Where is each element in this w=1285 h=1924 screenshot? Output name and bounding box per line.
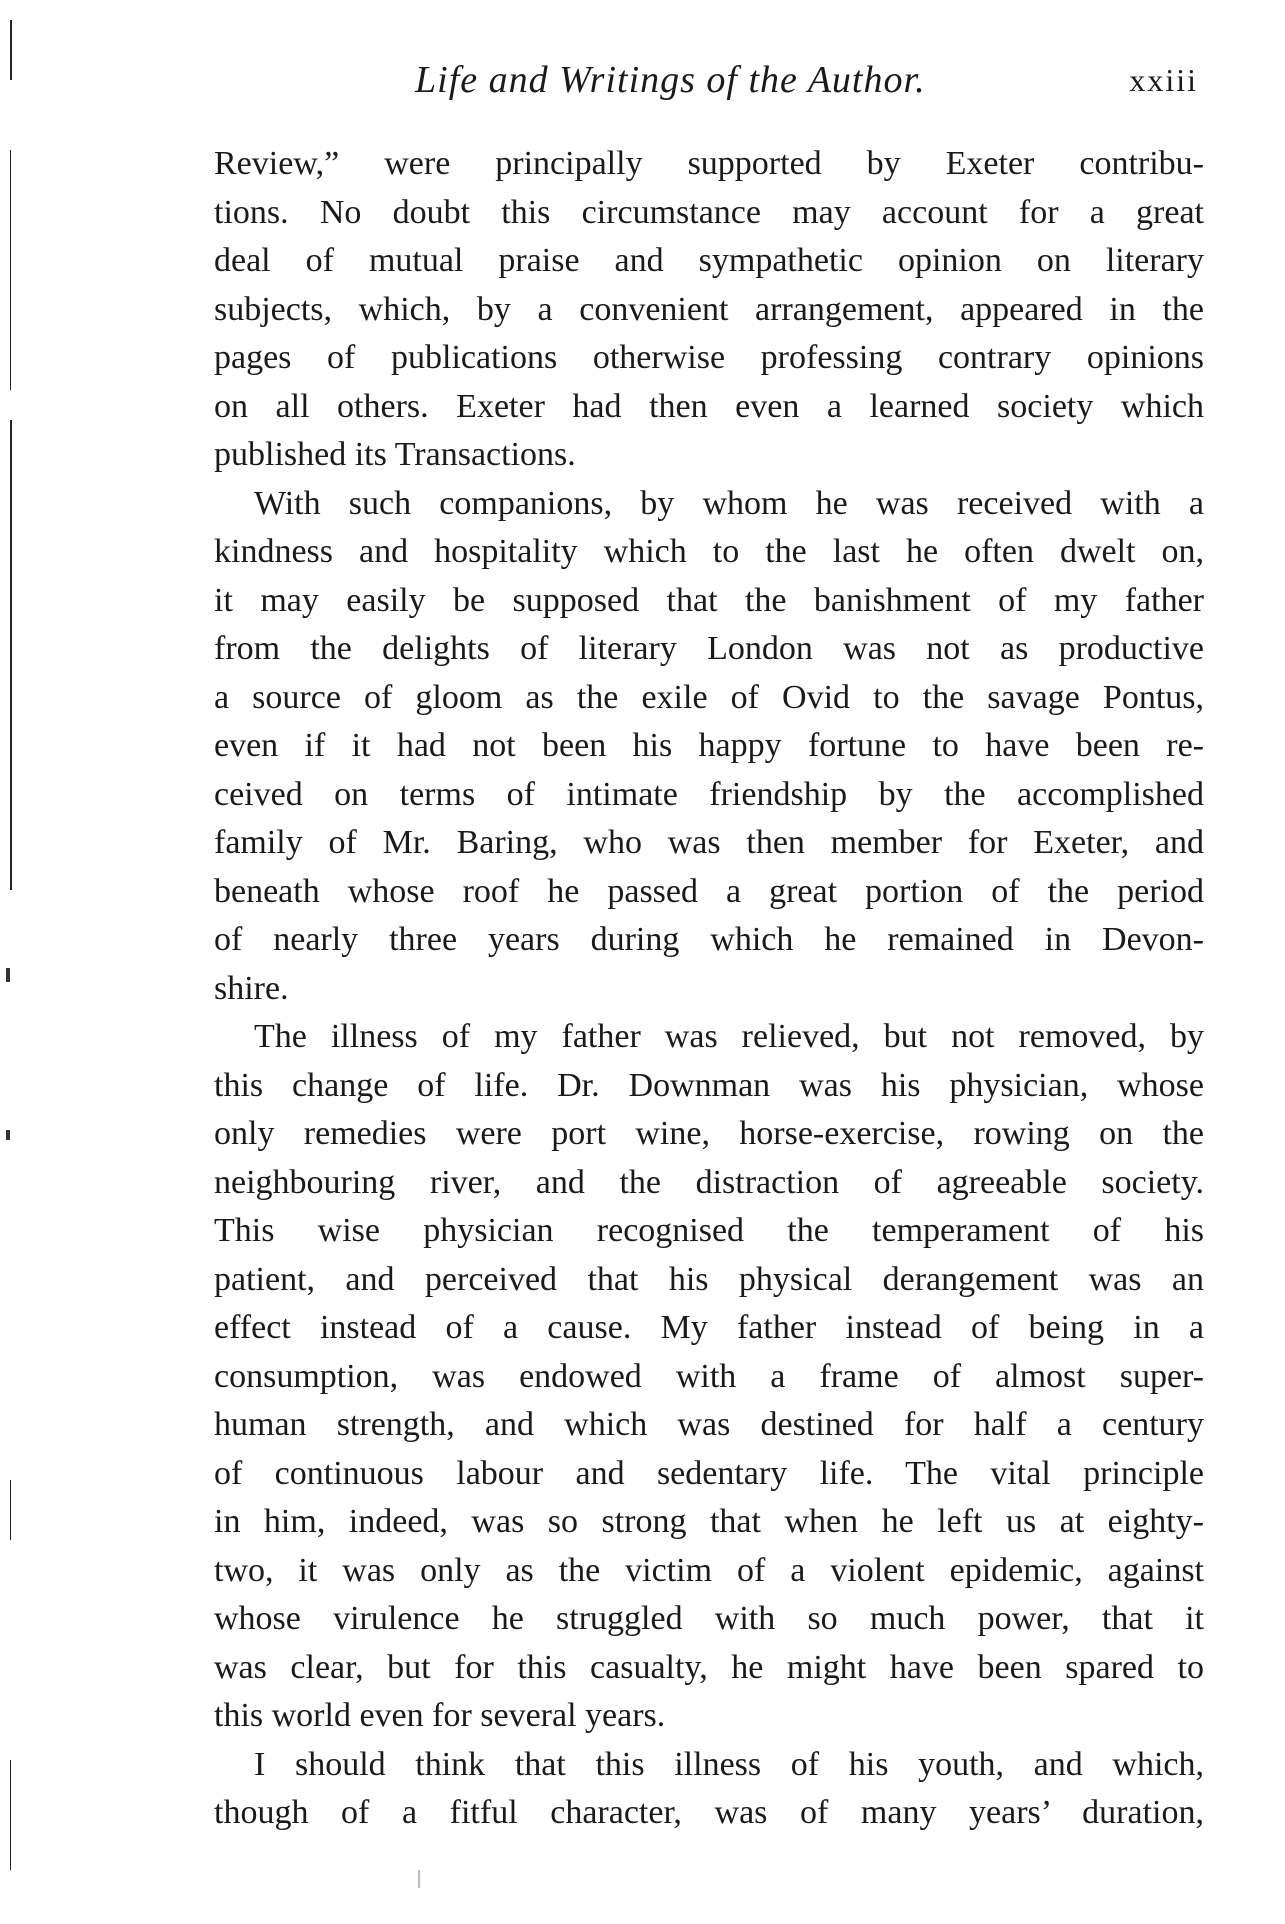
text-line: this world even for several years.: [214, 1697, 666, 1734]
text-line: consumption, was endowed with a frame of almost super-: [214, 1357, 1204, 1395]
binding-rule: [10, 1480, 11, 1540]
text-line: whose virulence he struggled with so much power, that it: [214, 1600, 1204, 1637]
text-line: The illness of my father was relieved, but not removed, by: [254, 1018, 1204, 1055]
text-line: it may easily be supposed that the banishment of my father: [214, 581, 1204, 619]
text-line: even if it had not been his happy fortune to have been re-: [214, 727, 1204, 764]
text-line: This wise physician recognised the temperament of his: [214, 1212, 1204, 1249]
text-line: beneath whose roof he passed a great portion of the period: [214, 872, 1204, 910]
text-line: effect instead of a cause. My father instead of being in a: [214, 1309, 1204, 1346]
text-line: shire.: [214, 969, 289, 1007]
text-line: only remedies were port wine, horse-exercise, rowing on the: [214, 1115, 1204, 1152]
text-line: I should think that this illness of his youth, and which,: [254, 1745, 1204, 1783]
body-text: [214, 140, 1204, 1838]
paragraph: [214, 480, 1204, 1014]
text-line: family of Mr. Baring, who was then member for Exeter, and: [214, 824, 1204, 861]
text-line: of nearly three years during which he remained in Devon-: [214, 921, 1204, 958]
paragraph: [214, 140, 1204, 480]
text-line: neighbouring river, and the distraction of agreeable society.: [214, 1163, 1204, 1201]
binding-gutter: [0, 0, 40, 1924]
running-title: Life and Writings of the Author.: [415, 59, 926, 101]
text-line: in him, indeed, was so strong that when he left us at eighty-: [214, 1503, 1204, 1540]
binding-rule: [10, 150, 11, 390]
page-number: xxiii: [1129, 62, 1198, 98]
text-line: patient, and perceived that his physical derangement was an: [214, 1260, 1204, 1298]
paragraph: [214, 1013, 1204, 1741]
binding-rule: [10, 1760, 11, 1870]
text-line: though of a fitful character, was of many years’ duration,: [214, 1794, 1204, 1831]
text-line: a source of gloom as the exile of Ovid to the savage Pontus,: [214, 678, 1204, 716]
text-line: on all others. Exeter had then even a learned society which: [214, 387, 1204, 425]
page-smudge: [418, 1870, 420, 1888]
text-line: this change of life. Dr. Downman was his physician, whose: [214, 1066, 1204, 1104]
text-line: from the delights of literary London was not as productive: [214, 630, 1204, 667]
binding-rule: [10, 20, 12, 80]
text-line: kindness and hospitality which to the last he often dwelt on,: [214, 533, 1204, 570]
text-line: pages of publications otherwise professing contrary opinions: [214, 339, 1204, 376]
text-line: was clear, but for this casualty, he might have been spared to: [214, 1648, 1204, 1686]
text-line: With such companions, by whom he was received with a: [254, 484, 1204, 522]
paragraph: [214, 1741, 1204, 1838]
page-header: [210, 58, 1210, 108]
text-line: Review,” were principally supported by Exeter contribu-: [214, 145, 1204, 182]
text-line: published its Transactions.: [214, 436, 576, 473]
text-line: tions. No doubt this circumstance may account for a great: [214, 193, 1204, 231]
text-line: of continuous labour and sedentary life. The vital principle: [214, 1454, 1204, 1492]
text-line: deal of mutual praise and sympathetic opinion on literary: [214, 242, 1204, 279]
text-line: subjects, which, by a convenient arrangement, appeared in the: [214, 290, 1204, 328]
text-line: human strength, and which was destined for half a century: [214, 1406, 1204, 1443]
binding-mark: [6, 1130, 10, 1140]
binding-mark: [6, 968, 10, 982]
binding-rule: [10, 420, 12, 890]
text-line: two, it was only as the victim of a violent epidemic, against: [214, 1551, 1204, 1589]
text-line: ceived on terms of intimate friendship by the accomplished: [214, 775, 1204, 813]
